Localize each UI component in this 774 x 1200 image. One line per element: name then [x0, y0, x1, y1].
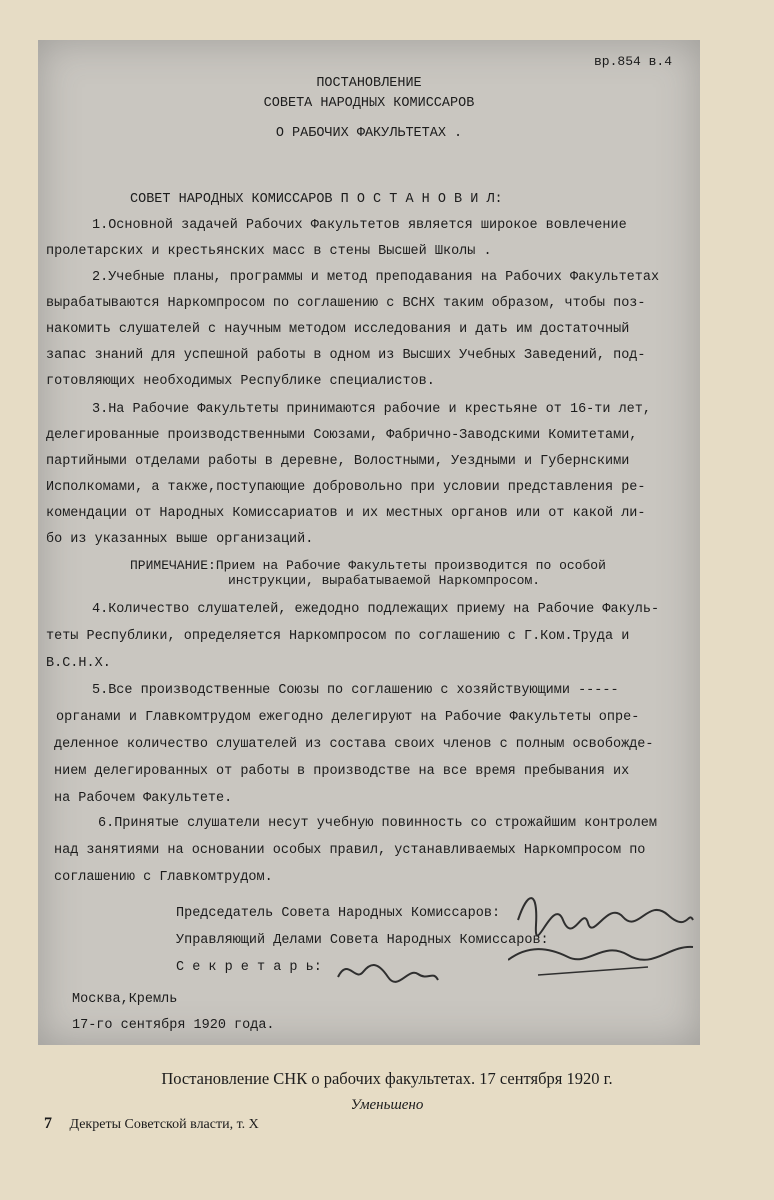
body-line: соглашению с Главкомтрудом. — [54, 870, 273, 885]
body-line: вырабатываются Наркомпросом по соглашению с ВСНХ таким образом, чтобы поз- — [46, 296, 646, 311]
figure-caption: Постановление СНК о рабочих факультетах. 17 сентября 1920 г. — [161, 1069, 613, 1088]
body-line: деленное количество слушателей из состава своих членов с полным освобожде- — [54, 737, 654, 752]
body-line: 6.Принятые слушатели несут учебную повинность со строжайшим контролем — [98, 816, 657, 831]
body-line: 4.Количество слушателей, ежедодно подлежащих приему на Рабочие Факуль- — [92, 602, 660, 617]
note-line: инструкции, вырабатываемой Наркомпросом. — [228, 573, 541, 588]
footer-text: Декреты Советской власти, т. X — [69, 1117, 259, 1132]
note-line: ПРИМЕЧАНИЕ:Прием на Рабочие Факультеты производится по особой — [130, 558, 606, 573]
body-line: на Рабочем Факультете. — [54, 791, 233, 806]
body-line: накомить слушателей с научным методом исследования и дать им достаточный — [46, 322, 630, 337]
body-line: бо из указанных выше организаций. — [46, 532, 314, 547]
body-line: запас знаний для успешной работы в одном из Высших Учебных Заведений, под- — [46, 348, 646, 363]
body-line: 3.На Рабочие Факультеты принимаются рабочие и крестьяне от 16-ти лет, — [92, 402, 651, 417]
figure-caption-note: Уменьшено — [350, 1097, 424, 1113]
page-footer — [44, 1115, 259, 1133]
body-line: В.С.Н.Х. — [46, 656, 111, 671]
body-line: готовляющих необходимых Республике специалистов. — [46, 374, 435, 389]
document-photo — [38, 40, 700, 1045]
body-line: над занятиями на основании особых правил, устанавливаемых Наркомпросом по — [54, 843, 646, 858]
signatory-secretary: С е к р е т а р ь: — [176, 960, 322, 975]
body-line: комендации от Народных Комиссариатов и их местных органов или от какой ли- — [46, 506, 646, 521]
secretary-signature — [333, 952, 443, 992]
body-line: 1.Основной задачей Рабочих Факультетов является широкое вовлечение — [92, 218, 627, 233]
body-line: нием делегированных от работы в производстве на все время пребывания их — [54, 764, 630, 779]
document-place: Москва,Кремль — [72, 992, 178, 1007]
document-title-line: СОВЕТА НАРОДНЫХ КОМИССАРОВ — [263, 96, 475, 111]
body-line: партийными отделами работы в деревне, Волостными, Уездными и Губернскими — [46, 454, 630, 469]
handwritten-signatures — [508, 885, 698, 985]
body-line: Исполкомами, а также,поступающие добровольно при условии представления ре- — [46, 480, 646, 495]
signatory-chairman: Председатель Совета Народных Комиссаров: — [176, 906, 501, 921]
document-reference: вр.854 в.4 — [593, 54, 672, 69]
body-line: СОВЕТ НАРОДНЫХ КОМИССАРОВ П О С Т А Н О В И Л: — [130, 192, 503, 207]
body-line: 2.Учебные планы, программы и метод преподавания на Рабочих Факультетах — [92, 270, 660, 285]
document-title-line: О РАБОЧИХ ФАКУЛЬТЕТАХ . — [275, 126, 463, 141]
body-line: пролетарских и крестьянских масс в стены Высшей Школы . — [46, 244, 492, 259]
body-line: делегированные производственными Союзами, Фабрично-Заводскими Комитетами, — [46, 428, 638, 443]
page-number: 7 — [44, 1115, 52, 1132]
signatory-manager: Управляющий Делами Совета Народных Комиссаров: — [176, 933, 549, 948]
document-title-line: ПОСТАНОВЛЕНИЕ — [316, 76, 422, 91]
body-line: органами и Главкомтрудом ежегодно делегируют на Рабочие Факультеты опре- — [56, 710, 640, 725]
body-line: 5.Все производственные Союзы по соглашению с хозяйствующими ----- — [92, 683, 619, 698]
body-line: теты Республики, определяется Наркомпросом по соглашению с Г.Ком.Труда и — [46, 629, 630, 644]
document-date: 17-го сентября 1920 года. — [72, 1018, 275, 1033]
